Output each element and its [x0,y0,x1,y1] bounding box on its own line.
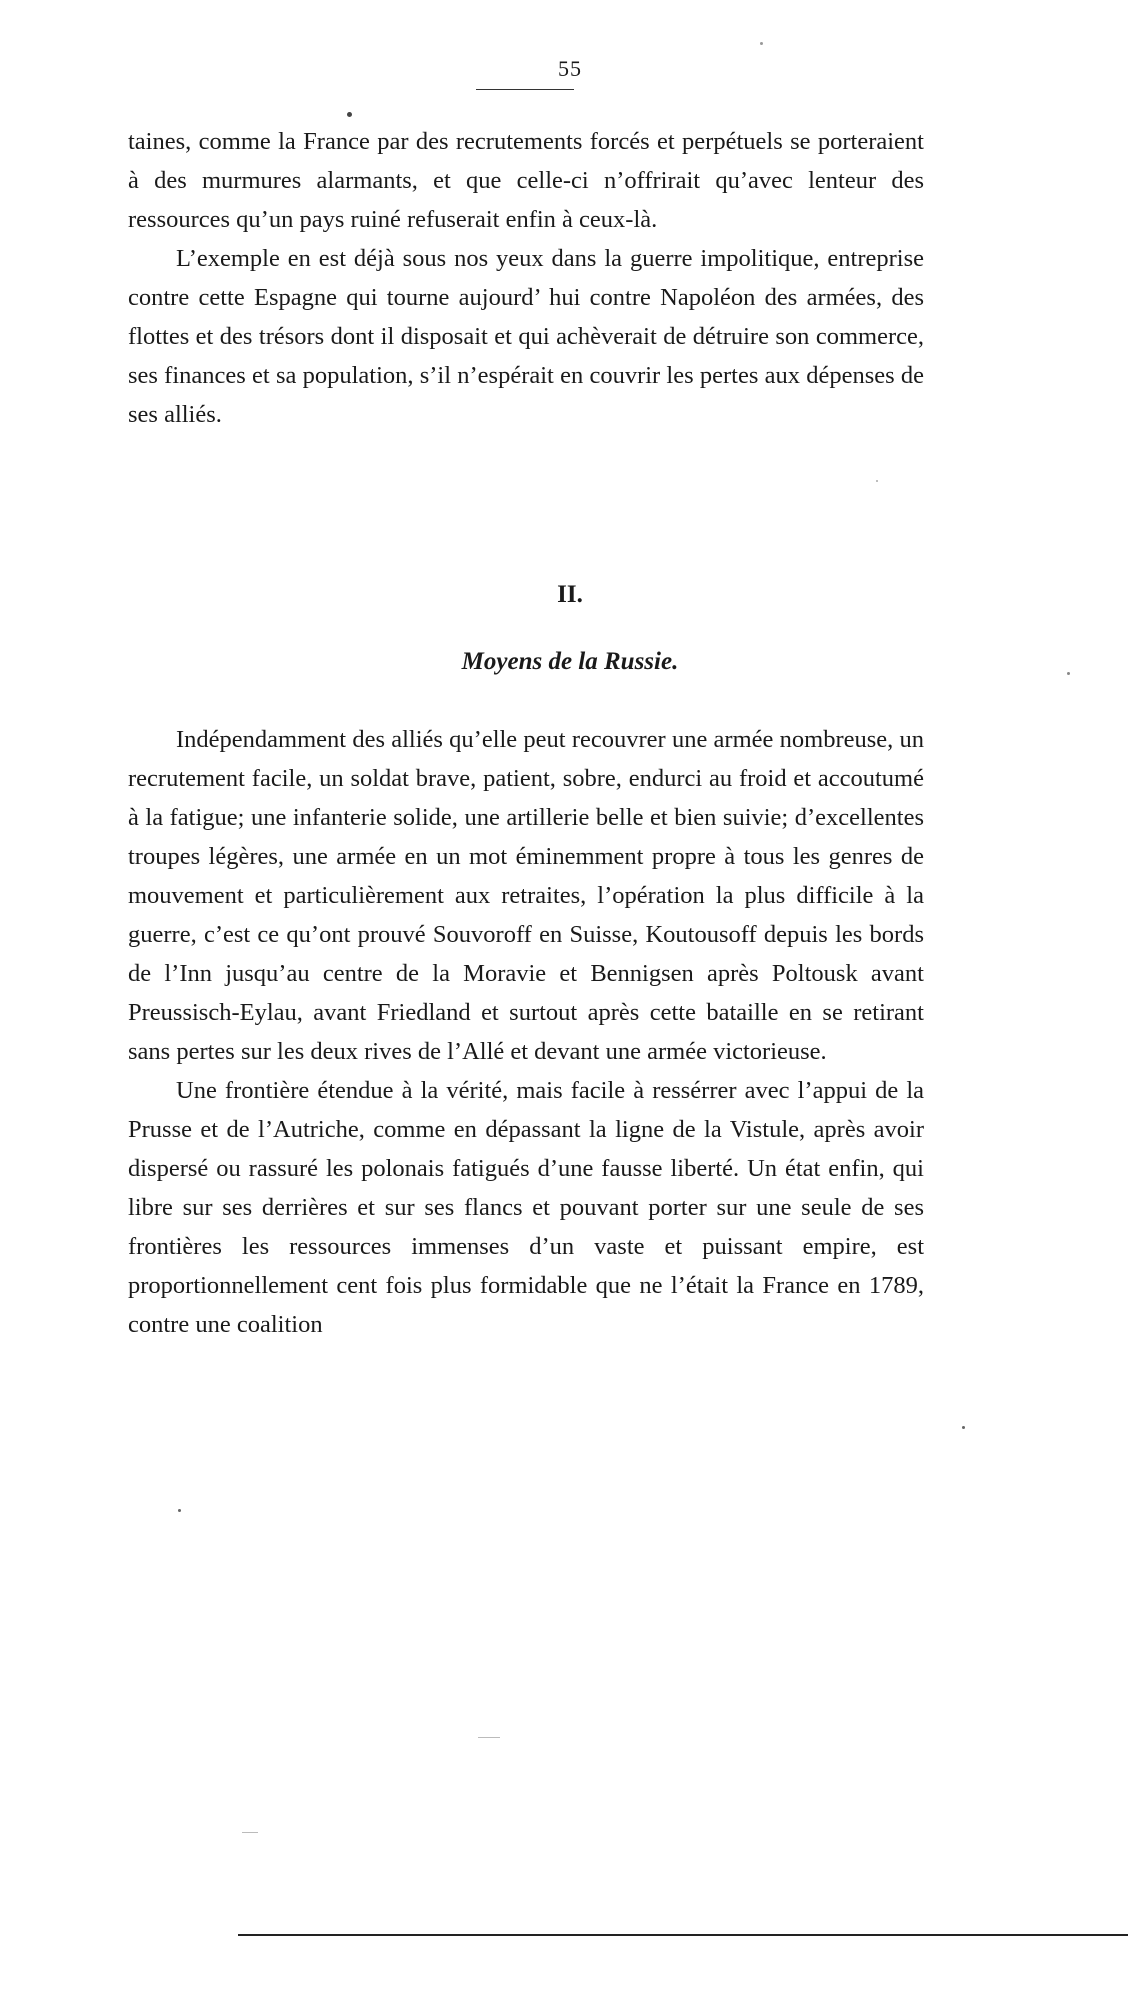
page-number-rule [476,89,574,90]
paragraph: Indépendamment des alliés qu’elle peut recouvrer une armée nombreuse, un recrutement facile, un soldat brave, patient, sobre, endurci au froid et accoutumé à la fatigue; une infanterie solide, une artillerie belle et bien suivie; d’excellentes troupes légères, une armée en un mot éminemment propre à tous les genres de mouvement et particulièrement aux retraites, l’opération la plus difficile à la guerre, c’est ce qu’ont prouvé Souvoroff en Suisse, Koutousoff depuis les bords de l’Inn jusqu’au centre de la Moravie et Bennigsen après Poltousk avant Preussisch-Eylau, avant Friedland et surtout après cette bataille en se retirant sans pertes sur les deux rives de l’Allé et devant une armée victorieuse. [128,726,924,1065]
faint-mark [478,1737,500,1738]
ink-speck [347,112,352,117]
section-body [128,720,924,1344]
paragraph: L’exemple en est déjà sous nos yeux dans la guerre impolitique, entreprise contre cette Espagne qui tourne aujourd’ hui contre Napoléon des armées, des flottes et des trésors dont il disposait et qui achèverait de détruire son commerce, ses finances et sa population, s’il n’espérait en couvrir les pertes aux dépenses de ses alliés. [128,245,924,428]
bottom-rule [238,1934,1128,1936]
ink-speck [760,42,763,45]
page-number: 55 [558,56,582,81]
paragraph: Une frontière étendue à la vérité, mais facile à ressérrer avec l’appui de la Prusse et de l’Autriche, comme en dépassant la ligne de la Vistule, après avoir dispersé ou rassuré les polonais fatigués d’une fausse liberté. Un état enfin, qui libre sur ses derrières et sur ses flancs et pouvant porter sur une seule de ses frontières les ressources immenses d’un vaste et puissant empire, est proportionnellement cent fois plus formidable que ne l’était la France en 1789, contre une coalition [128,1077,924,1338]
ink-speck [876,480,878,482]
faint-mark [242,1832,258,1833]
ink-speck [178,1509,181,1512]
section-number: II. [557,581,583,608]
paragraph: taines, comme la France par des recrutements forcés et perpétuels se porteraient à des murmures alarmants, et que celle-ci n’offrirait qu’avec lenteur des ressources qu’un pays ruiné refuserait enfin à ceux-là. [128,128,924,233]
ink-speck [962,1426,965,1429]
continuation-text [128,122,924,434]
section-title: Moyens de la Russie. [461,648,679,675]
